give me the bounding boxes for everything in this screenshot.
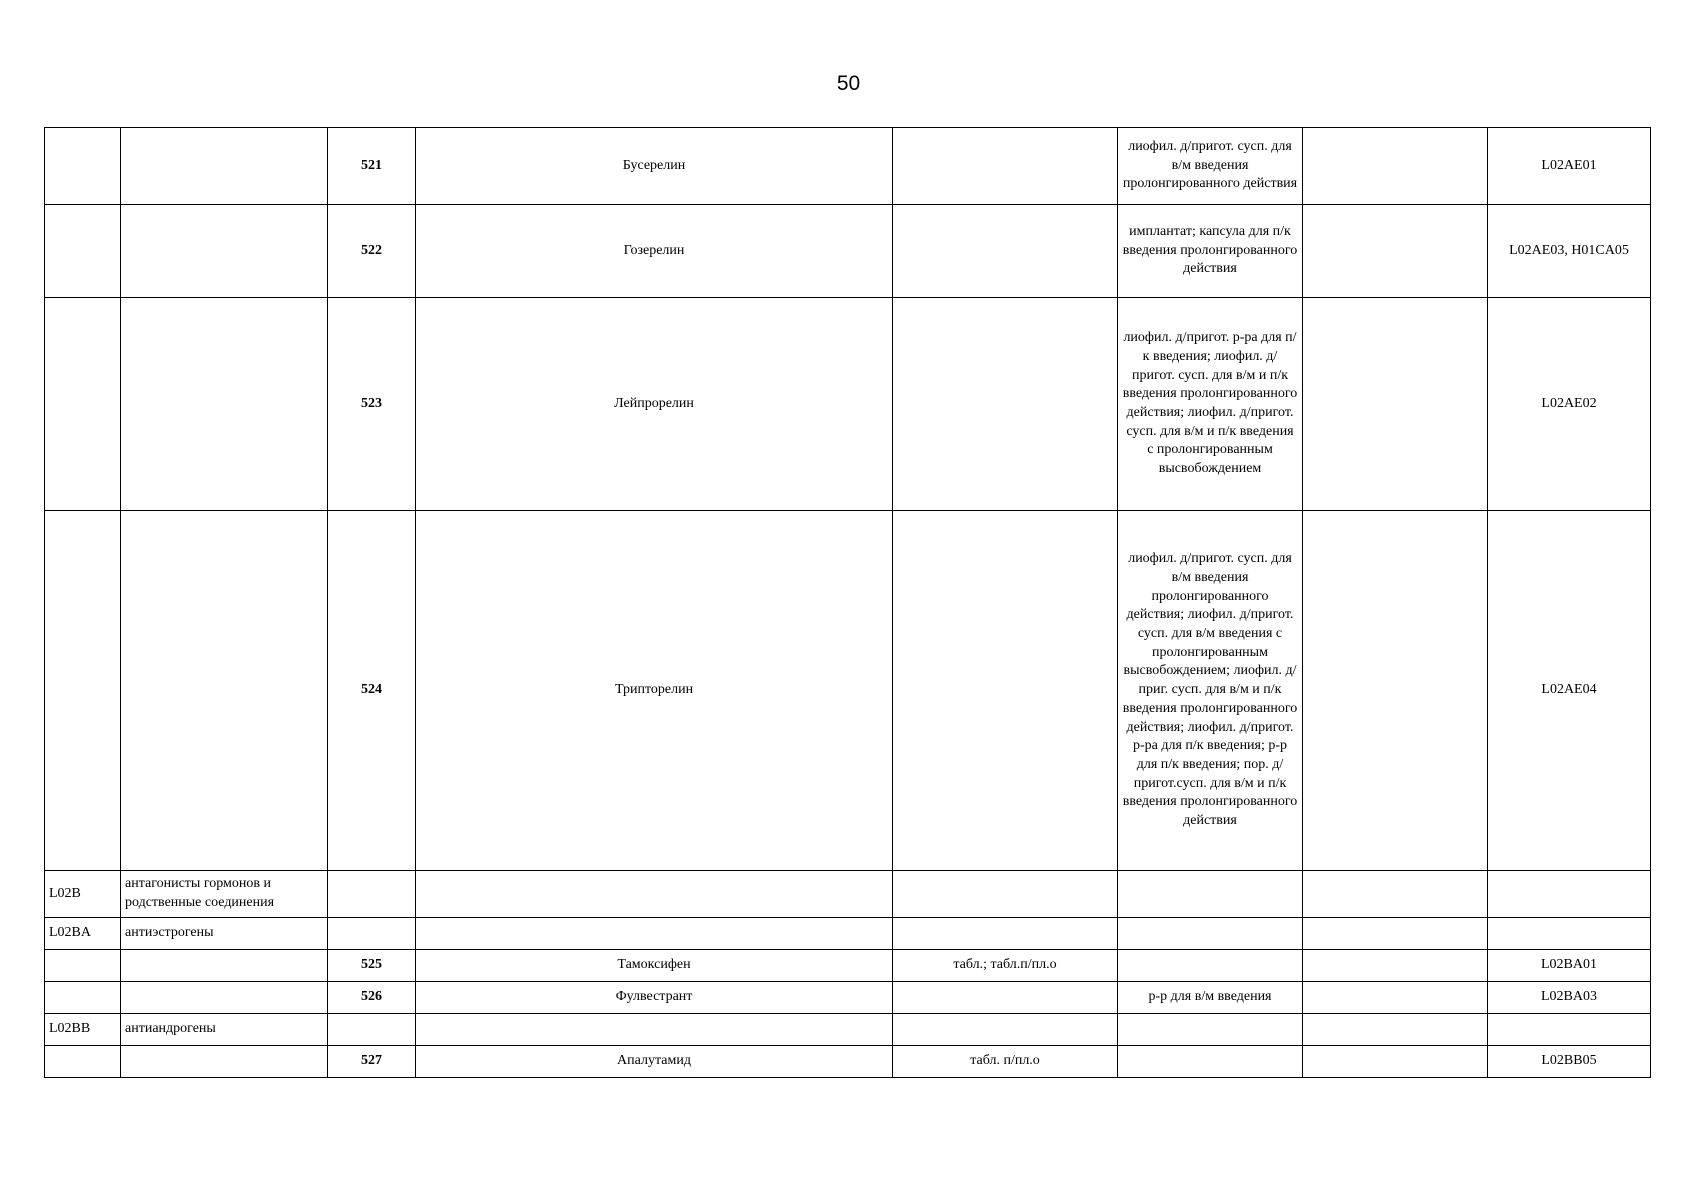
atc-code: L02BA01 xyxy=(1488,950,1651,982)
atc-group-name xyxy=(121,205,328,298)
dosage-form-secondary xyxy=(1118,1046,1303,1078)
table-row xyxy=(45,982,1651,1014)
extra-cell xyxy=(1303,205,1488,298)
drug-name xyxy=(416,871,893,918)
atc-group-code xyxy=(45,1046,121,1078)
drug-name: Тамоксифен xyxy=(416,950,893,982)
dosage-form-secondary: имплантат; капсула для п/к введения пролонгированного действия xyxy=(1118,205,1303,298)
table-row xyxy=(45,871,1651,918)
atc-code xyxy=(1488,871,1651,918)
table-row xyxy=(45,205,1651,298)
atc-group-name xyxy=(121,128,328,205)
atc-group-name: антиандрогены xyxy=(121,1014,328,1046)
row-number: 524 xyxy=(328,511,416,871)
drug-name xyxy=(416,1014,893,1046)
atc-group-name xyxy=(121,950,328,982)
row-number: 526 xyxy=(328,982,416,1014)
extra-cell xyxy=(1303,298,1488,511)
dosage-form-primary: табл. п/пл.о xyxy=(893,1046,1118,1078)
atc-group-code: L02BA xyxy=(45,918,121,950)
extra-cell xyxy=(1303,1046,1488,1078)
dosage-form-secondary: лиофил. д/пригот. р-ра для п/к введения; лиофил. д/пригот. сусп. для в/м и п/к введения пролонгированного действия; лиофил. д/пригот. сусп. для в/м и п/к введения с пролонгированным высвобождением xyxy=(1118,298,1303,511)
extra-cell xyxy=(1303,982,1488,1014)
extra-cell xyxy=(1303,511,1488,871)
drug-table xyxy=(44,127,1651,1078)
atc-group-name xyxy=(121,982,328,1014)
drug-name: Гозерелин xyxy=(416,205,893,298)
dosage-form-primary xyxy=(893,871,1118,918)
table-row xyxy=(45,298,1651,511)
row-number: 523 xyxy=(328,298,416,511)
row-number: 521 xyxy=(328,128,416,205)
extra-cell xyxy=(1303,128,1488,205)
atc-group-name xyxy=(121,1046,328,1078)
atc-group-code xyxy=(45,298,121,511)
dosage-form-secondary: р-р для в/м введения xyxy=(1118,982,1303,1014)
drug-name: Трипторелин xyxy=(416,511,893,871)
dosage-form-primary xyxy=(893,298,1118,511)
atc-group-code xyxy=(45,982,121,1014)
atc-code: L02BA03 xyxy=(1488,982,1651,1014)
extra-cell xyxy=(1303,918,1488,950)
atc-group-name: антиэстрогены xyxy=(121,918,328,950)
drug-name xyxy=(416,918,893,950)
atc-code: L02AE01 xyxy=(1488,128,1651,205)
drug-name: Лейпрорелин xyxy=(416,298,893,511)
dosage-form-primary xyxy=(893,918,1118,950)
dosage-form-secondary xyxy=(1118,918,1303,950)
atc-group-code: L02BB xyxy=(45,1014,121,1046)
drug-name: Бусерелин xyxy=(416,128,893,205)
atc-group-code xyxy=(45,128,121,205)
atc-group-code xyxy=(45,511,121,871)
atc-group-name xyxy=(121,511,328,871)
table-row xyxy=(45,1014,1651,1046)
dosage-form-primary xyxy=(893,982,1118,1014)
dosage-form-primary xyxy=(893,128,1118,205)
dosage-form-secondary xyxy=(1118,871,1303,918)
extra-cell xyxy=(1303,871,1488,918)
table-row xyxy=(45,950,1651,982)
dosage-form-secondary xyxy=(1118,1014,1303,1046)
dosage-form-primary xyxy=(893,511,1118,871)
table-row xyxy=(45,918,1651,950)
page-number: 50 xyxy=(836,72,861,95)
atc-code: L02BB05 xyxy=(1488,1046,1651,1078)
atc-code xyxy=(1488,918,1651,950)
atc-group-name: антагонисты гормонов и родственные соединения xyxy=(121,871,328,918)
atc-group-name xyxy=(121,298,328,511)
extra-cell xyxy=(1303,1014,1488,1046)
table-row xyxy=(45,511,1651,871)
row-number xyxy=(328,1014,416,1046)
drug-name: Фулвестрант xyxy=(416,982,893,1014)
dosage-form-primary xyxy=(893,205,1118,298)
extra-cell xyxy=(1303,950,1488,982)
dosage-form-secondary: лиофил. д/пригот. сусп. для в/м введения пролонгированного действия xyxy=(1118,128,1303,205)
row-number: 527 xyxy=(328,1046,416,1078)
atc-code xyxy=(1488,1014,1651,1046)
atc-code: L02AE03, H01CA05 xyxy=(1488,205,1651,298)
row-number xyxy=(328,918,416,950)
atc-code: L02AE04 xyxy=(1488,511,1651,871)
atc-group-code: L02B xyxy=(45,871,121,918)
table-row xyxy=(45,128,1651,205)
atc-group-code xyxy=(45,205,121,298)
dosage-form-primary: табл.; табл.п/пл.о xyxy=(893,950,1118,982)
atc-code: L02AE02 xyxy=(1488,298,1651,511)
dosage-form-secondary: лиофил. д/пригот. сусп. для в/м введения пролонгированного действия; лиофил. д/пригот. сусп. для в/м введения с пролонгированным высвобождением; лиофил. д/приг. сусп. для в/м и п/к введения пролонгированного действия; лиофил. д/пригот. р-ра для п/к введения; р-р для п/к введения; пор. д/пригот.сусп. для в/м и п/к введения пролонгированного действия xyxy=(1118,511,1303,871)
dosage-form-secondary xyxy=(1118,950,1303,982)
row-number: 525 xyxy=(328,950,416,982)
drug-name: Апалутамид xyxy=(416,1046,893,1078)
row-number: 522 xyxy=(328,205,416,298)
row-number xyxy=(328,871,416,918)
atc-group-code xyxy=(45,950,121,982)
table-row xyxy=(45,1046,1651,1078)
dosage-form-primary xyxy=(893,1014,1118,1046)
